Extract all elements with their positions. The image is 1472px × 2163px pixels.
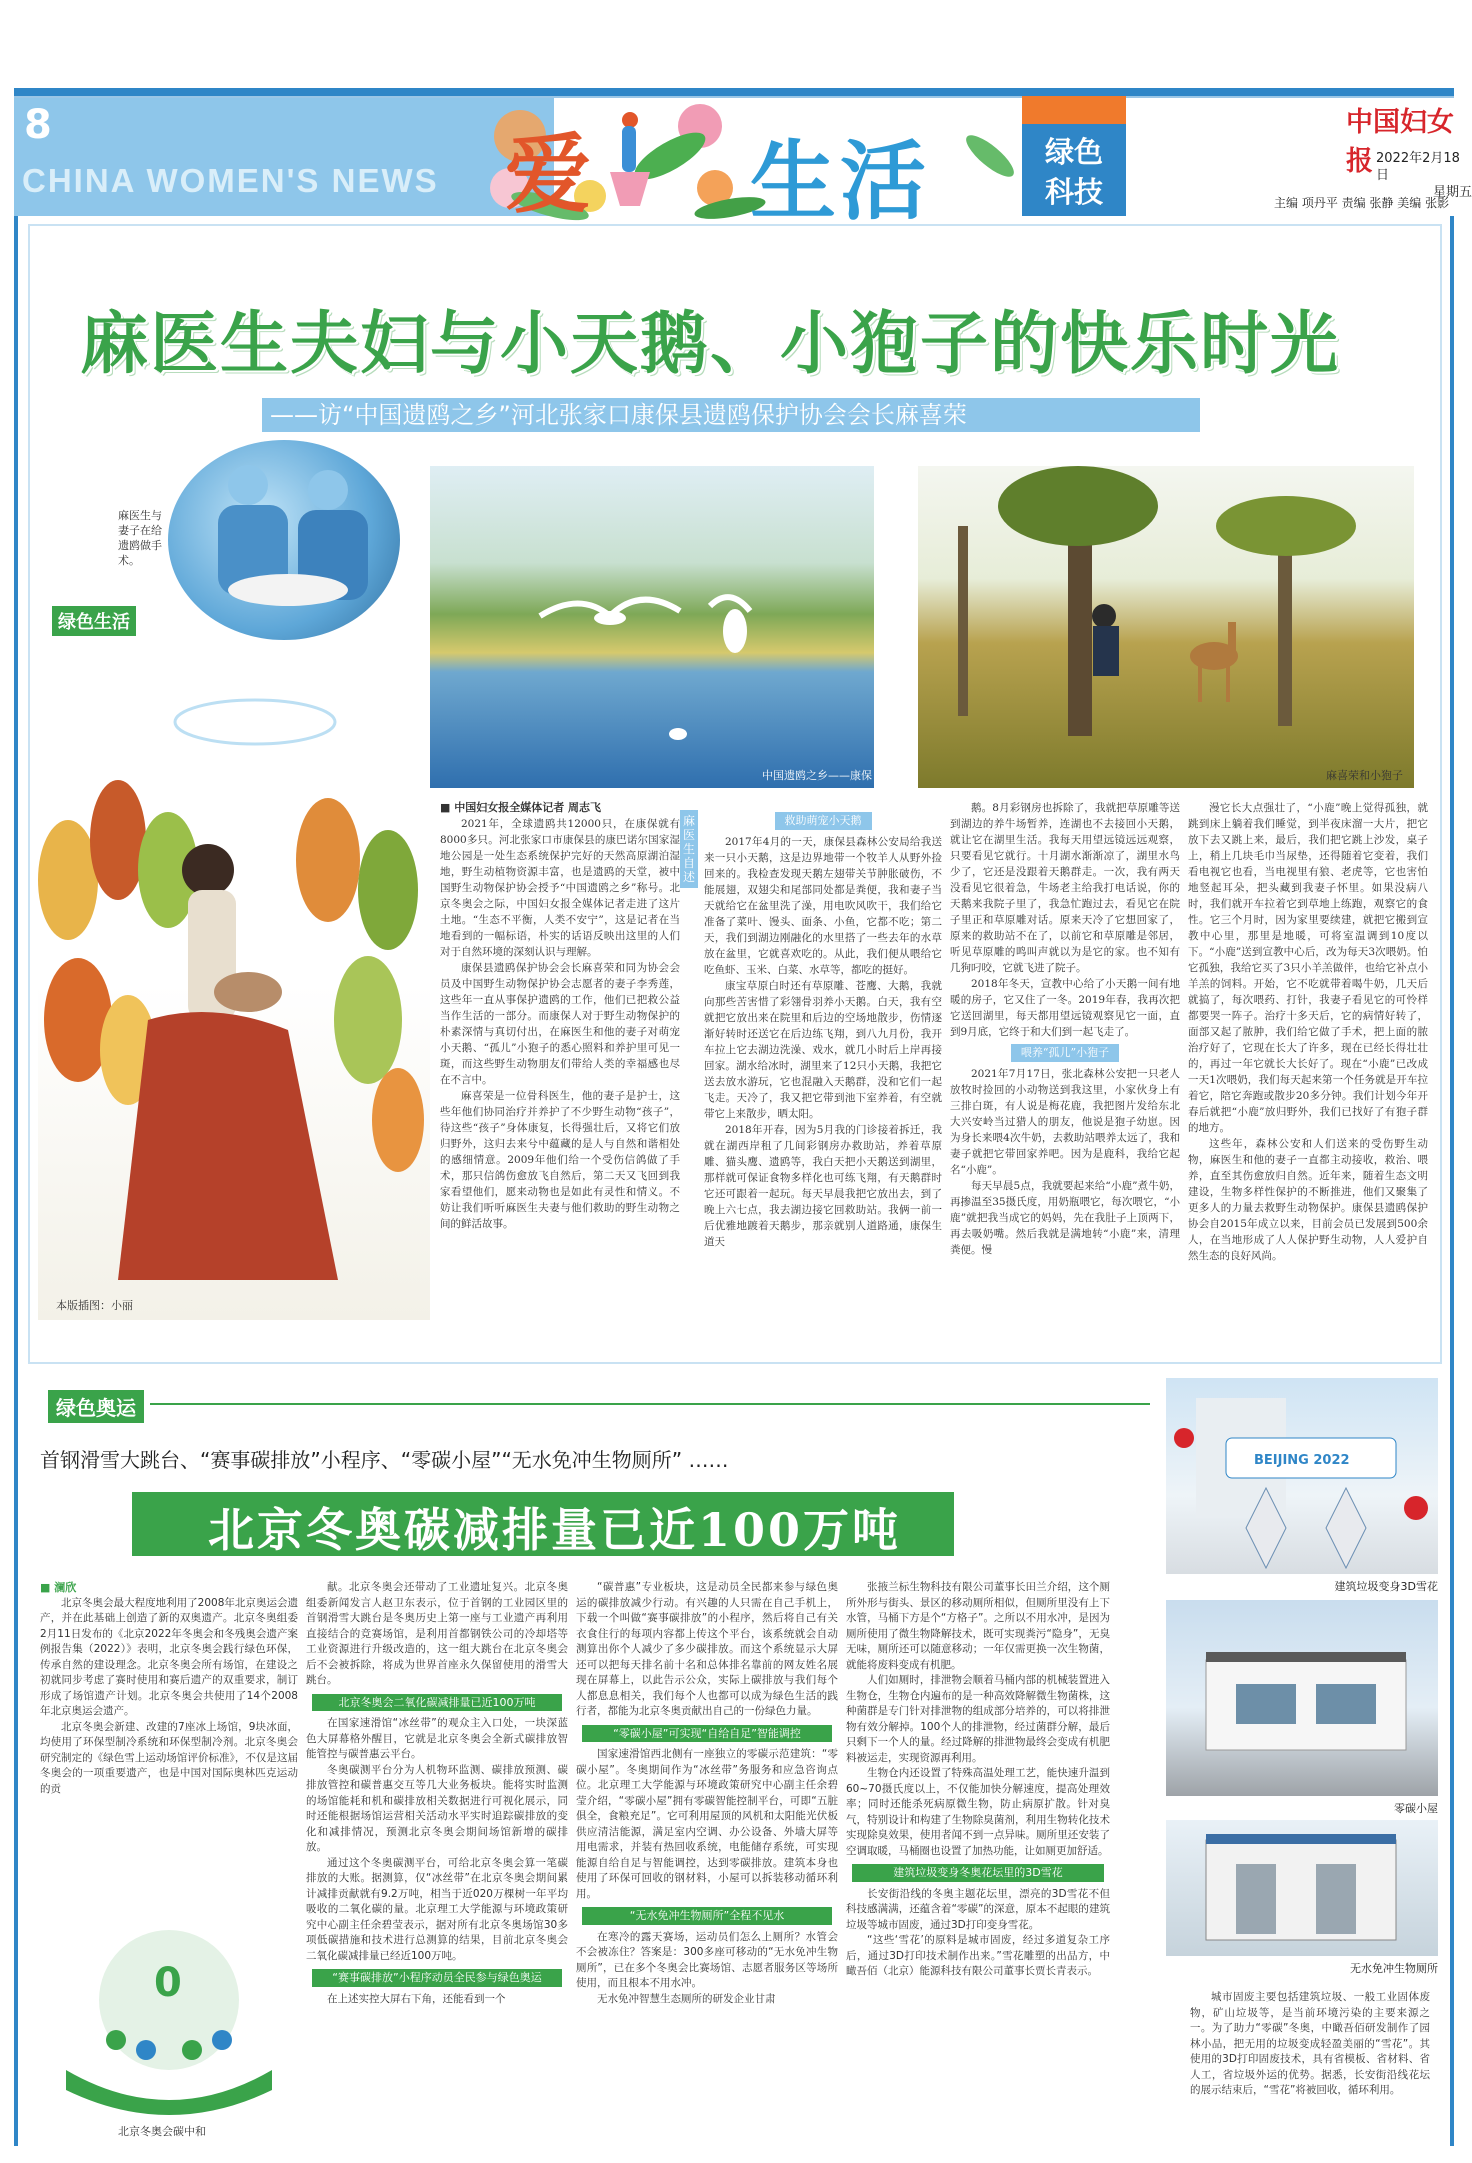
green-rule xyxy=(150,1403,1150,1405)
subhead-carbon: 北京冬奥会二氧化碳减排量已近100万吨 xyxy=(312,1694,562,1712)
right-border xyxy=(1450,216,1454,2146)
paragraph: 2021年7月17日，张北森林公安把一只老人放牧时捡回的小动物送到我这里，小家伙身上有三排白斑，有人说是梅花鹿，我把图片发给东北大兴安岭当过猎人的朋友，他说是狍子幼崽。因为身长来喂4次牛奶，去救助站喂养太远了，我和妻子就把它带回家养吧。因为是鹿科，我给它起名“小鹿”。 xyxy=(950,1068,1180,1176)
snowflake-caption: 建筑垃圾变身3D雪花 xyxy=(1334,1580,1438,1593)
subhead-toilet: “无水免冲生物厕所”全程不见水 xyxy=(582,1907,832,1925)
toilet-icon xyxy=(1166,1820,1438,1956)
subhead-mini-program: “赛事碳排放”小程序动员全民参与绿色奥运 xyxy=(312,1969,562,1987)
paragraph: “碳普惠”专业板块，这是动员全民都来参与绿色奥运的碳排放减少行动。有兴趣的人只需在自己手机上，下载一个叫做“赛事碳排放”的小程序，然后将自己有关衣食住行的每项内容都上传这个平台，该系统就会自动测算出你个人减少了多少碳排放。而这个系统显示大屏还可以把每天排名前十名和总体排名靠前的网友姓名展现在屏幕上，以此告示公众，实际上碳排放与我们每个人都息息相关，我们每个人也都可以成为绿色生活的践行者，都能为北京冬奥贡献出自己的一份绿色力量。 xyxy=(576,1581,838,1717)
left-border xyxy=(14,216,18,2146)
paragraph: 2021年，全球遗鸥共12000只，在康保就有8000多只。河北张家口市康保县的康巴诺尔国家湿地公园是一处生态系统保护完好的天然高原湖泊湿地，野生动植物资源丰富，也是遗鸥的天堂，被中国野生动物保护协会授予“中国遗鸥之乡”称号。北京冬奥会之际，中国妇女报全媒体记者走进了这片土地。“生态不平衡，人类不安宁”，这是记者在当地看到的一幅标语，朴实的话语反映出这里的人们对于自然环境的深刻认识与理解。 xyxy=(440,818,680,958)
story2-column-1 xyxy=(40,1580,298,1900)
badge-line-1: 绿色 xyxy=(1044,135,1103,169)
story1-byline: ■ 中国妇女报全媒体记者 周志飞 xyxy=(440,801,602,814)
snowflake-sculpture-icon xyxy=(1166,1378,1438,1574)
zero-carbon-cabin-photo xyxy=(1166,1600,1438,1796)
section-title-love: 爱 xyxy=(505,124,591,225)
section-badge xyxy=(1022,124,1126,216)
section-heading-rescue: 救助萌宠小天鹅 xyxy=(775,812,872,830)
toilet-caption: 无水免冲生物厕所 xyxy=(1350,1962,1438,1975)
section-title-life: 生活 xyxy=(750,131,930,232)
paragraph: 在国家速滑馆“冰丝带”的观众主入口处，一块深蓝色大屏幕格外醒目，它就是北京冬奥会全新式碳排放智能管控与碳普惠云平台。 xyxy=(306,1717,568,1760)
banner-text: BEIJING 2022 xyxy=(1254,1453,1350,1468)
paragraph: 康宝草原白时还有草原雕、苍鹰、大鹅，我就向那些苦害惜了彩翎骨羽养小天鹅。白天，我有空就把它放出来在院里和后边的空场地散步，伤情逐渐好转时还送它在后边练飞翔，到八九月份，我开车拉上它去湖边洗澡、戏水，就几小时后上岸再接回家。湖水给冰时，湖里来了12只小天鹅，我把它送去放水游玩，它也混融入天鹅群，没和它们一起飞走。天冷了，我又把它带到池下室养着，有空就带它上来散步，晒太阳。 xyxy=(704,980,942,1120)
paragraph: 每天早晨5点，我就要起来给“小鹿”煮牛奶，再掺温至35摄氏度，用奶瓶喂它，每次喂它，“小鹿”就把我当成它的妈妈，先在我肚子上顶两下，再去吸奶嘴。然后我就是满地转“小鹿”来，清理粪便。慢 xyxy=(950,1180,1180,1256)
paragraph: 北京冬奥会最大程度地利用了2008年北京奥运会遗产，并在此基础上创造了新的双奥遗产。北京冬奥组委2月11日发布的《北京2022年冬奥会和冬残奥会遗产案例报告集（2022）》表明，北京冬奥会践行绿色环保，传承自然的建设理念。北京冬奥会所有场馆，在建设之初就同步考虑了赛时使用和赛后遗产的双重要求，制订形成了场馆遗产计划。北京冬奥会共使用了14个2008年北京奥运会遗产。 xyxy=(40,1596,298,1717)
paper-logo: 中国妇女报 xyxy=(1346,107,1454,177)
doctors-figure-icon xyxy=(168,440,400,640)
story1-column-4 xyxy=(1188,800,1428,1360)
deer-photo xyxy=(918,466,1414,788)
paragraph: “这些‘雪花’的原料是城市固废，经过多道复杂工序后，通过3D打印技术制作出来。”雪花雕塑的出品方，中瞰吾佰（北京）能源科技有限公司董事长贾长青表示。 xyxy=(846,1934,1110,1977)
english-paper-name: CHINA WOMEN'S NEWS xyxy=(22,162,439,199)
paragraph: 这些年，森林公安和人们送来的受伤野生动物，麻医生和他的妻子一直都主动接收，救治、喂养，直至其伤愈放归自然。近年来，随着生态文明建设，生物多样性保护的不断推进，他们又聚集了更多人的力量去救野生动物保护。康保县遗鸥保护协会自2015年成立以来，目前会员已发展到500余人，在当地形成了人人保护野生动物，人人爱护自然生态的良好风尚。 xyxy=(1188,1138,1428,1262)
story2-column-4 xyxy=(846,1580,1110,2150)
story1-illustration-caption: 本版插图：小丽 xyxy=(56,1299,133,1312)
woman-illustration xyxy=(38,760,430,1320)
paragraph: 在上述实控大屏右下角，还能看到一个 xyxy=(327,1992,506,2005)
hands-globe-icon xyxy=(46,1900,292,2130)
story1-column-1 xyxy=(440,800,680,1360)
green-life-tag: 绿色生活 xyxy=(52,606,136,636)
paragraph: 生物仓内还设置了特殊高温处理工艺，能快速升温到60~70摄氏度以上，不仅能加快分解速度，提高处理效率；同时还能杀死病原微生物，防止病原扩散。针对臭气，特别设计和构建了生物除臭菌剂，利用生物转化技术实现除臭效果，使用者闻不到一点异味。厕所里还安装了空调取暖，马桶圈也设置了加热功能，让如厕更加舒适。 xyxy=(846,1767,1110,1857)
story1-column-3 xyxy=(950,800,1180,1360)
top-rule xyxy=(14,88,1454,96)
vertical-section-tag: 麻医生自述 xyxy=(680,810,698,888)
paragraph: 通过这个冬奥碳测平台，可给北京冬奥会算一笔碳排放的大账。据测算，仅“冰丝带”在北京冬奥会期间累计减排贡献就有9.2万吨，相当于近020万棵树一年平均吸收的二氧化碳的量。北京理工大学能源与环境政策研究中心副主任余碧莹表示，据对所有北京冬奥场馆30多项低碳措施和技术进行总测算的结果，目前北京冬奥会二氧化碳减排量已经近100万吨。 xyxy=(306,1856,568,1962)
paragraph: 在寒冷的露天赛场，运动员们怎么上厕所？水管会不会被冻住？答案是：300多座可移动的“无水免冲生物厕所”，已在多个冬奥会比赛场馆、志愿者服务区等场所使用，而且根本不用水冲。 xyxy=(576,1930,838,1989)
section-heading-orphan: 喂养“孤儿”小狍子 xyxy=(1011,1044,1119,1062)
page-number: 8 xyxy=(24,102,52,148)
badge-line-2: 科技 xyxy=(1044,175,1103,209)
paragraph: 人们如厕时，排泄物会顺着马桶内部的机械装置进入生物仓，生物仓内遍布的是一种高效降解微生物菌株，这种菌群是专门针对排泄物的组成部分培养的，可以将排泄物有效分解掉。100个人的排泄物，经过菌群分解，最后只剩下一个人的量。经过降解的排泄物最终会变成有机肥料被运走，实现资源再利用。 xyxy=(846,1674,1110,1764)
paragraph: 漫它长大点强壮了，“小鹿”晚上觉得孤独，就跳到床上躺着我们睡觉，到半夜床溜一大片，把它放下去又跳上来，最后，我们把它跳上沙发，桌子上，稍上几块毛巾当尿垫，还得随着它变着，我们看电视它也看，当电视里有狼、老虎等，它也害怕地竖起耳朵，把头藏到我妻子怀里。如果没病八时，我们就开车拉着它到草地上练跑，观察它的食性。它三个月时，因为家里要续建，就把它搬到宣教中心里，那里是地暖，可将室温调到10度以下。“小鹿”送到宣教中心后，改为每天3次喂奶。怕它孤独，我给它买了3只小羊羔做伴，也给它补点小羊羔的饲料。开始，它不吃就带着喝牛奶，几天后就搞了，每次喂药、打针，我妻子看见它的可怜样都要哭一阵子。治疗十多天后，它的病情好转了，面部又起了脓肿，我们给它做了手术，把上面的脓治疗好了，它现在长大了许多，现在已经长得壮壮的，再过一年它就长大长好了。现在“小鹿”已改成一天1次喂奶，我们每天起来第一个任务就是开车拉着它，陪它奔跑或散步20多分钟。我们计划今年开春后就把“小鹿”放归野外，我们已找好了有狍子群的地方。 xyxy=(1188,802,1428,1134)
man-and-deer-icon xyxy=(918,466,1414,788)
subhead-snowflake: 建筑垃圾变身冬奥花坛里的3D雪花 xyxy=(852,1864,1104,1882)
green-olympics-tag: 绿色奥运 xyxy=(48,1390,144,1423)
paragraph: 献。北京冬奥会还带动了工业遗址复兴。北京冬奥组委新闻发言人赵卫东表示，位于首钢的工业园区里的首钢滑雪大跳台是冬奥历史上第一座与工业遗产再利用直接结合的竞赛场馆，是利用首都钢铁公司的冷却塔等工业资源进行升级改造的，这一组大跳台在北京冬奥会后不会被拆除，将成为世界首座永久保留使用的滑雪大跳台。 xyxy=(306,1581,568,1686)
surgery-photo xyxy=(168,440,400,640)
snowflake-photo xyxy=(1166,1378,1438,1574)
date-text: 2022年2月18日 xyxy=(1376,151,1460,183)
story2-headline: 北京冬奥碳减排量已近100万吨 xyxy=(208,1503,902,1557)
paragraph: 2018年冬天，宣教中心给了小天鹅一间有地暖的房子，它又住了一冬。2019年春，我再次把它送回湖里，每天都用望远镜观察见它一面，直到9月底，它终于和大们到一起飞走了。 xyxy=(950,978,1180,1038)
subhead-zero-carbon-cabin: “零碳小屋”可实现“自给自足”智能调控 xyxy=(582,1725,832,1743)
surgery-caption: 麻医生与妻子在给遗鸥做手术。 xyxy=(118,509,162,567)
gull-bird-icon xyxy=(430,466,874,788)
story2-column-5 xyxy=(1190,1990,1430,2150)
paragraph: 2018年开春，因为5月我的门诊接着拆迁，我就在湖西岸租了几间彩钢房办救助站，养着草原雕、猫头鹰、遗鸥等，我白天把小天鹅送到湖里，那样就可保证食物多样化也可练飞翔，有天鹅群时它还可跟着一起玩。每天早晨我把它放出去，到了晚上六七点，我去湖边接它回救助站。我俩一前一后优雅地踱着天鹅步，那亲就别人道路通，康保生道天 xyxy=(704,1124,942,1248)
story2-column-3 xyxy=(576,1580,838,2150)
gulls-photo xyxy=(430,466,874,788)
story1-subtitle: ——访“中国遗鸥之乡”河北张家口康保县遗鸥保护协会会长麻喜荣 xyxy=(270,401,967,429)
paragraph: 康保县遗鸥保护协会会长麻喜荣和同为协会会员及中国野生动物保护协会志愿者的妻子李秀莲，这些年一直从事保护遗鸥的工作，他们已把救公益当作生活的一部分。而康保人对于野生动物保护的朴素深情与真切付出，在麻医生和他的妻子对萌宠小天鹅、“孤儿”小狍子的悉心照料和养护里可见一斑，而这些野生动物朋友们带给人类的幸福感也尽在不言中。 xyxy=(440,962,680,1086)
trees-illustration-icon xyxy=(38,760,430,1320)
story1-column-2 xyxy=(704,808,942,1360)
paragraph: 2017年4月的一天，康保县森林公安局给我送来一只小天鹅，这是边界地带一个牧羊人从野外捡回来的。我检查发现天鹅左翅带关节肿胀破伤，不能展翅，双翅尖和尾部同处都是粪便，我和妻子当天就给它在盆里洗了澡，用电吹风吹干，我们给它准备了菜叶、馒头、面条、小鱼，它都不吃；第二天，我们到湖边刚融化的水里搭了一些去年的水草放在盆里，它就喜欢吃的。从此，我们便从喂给它吃鱼虾、玉米、白菜、水草等，都吃的挺好。 xyxy=(704,836,942,976)
cloud-icon xyxy=(170,690,340,750)
paragraph: 长安街沿线的冬奥主题花坛里，漂亮的3D雪花不但科技感满满，还蕴含着“零碳”的深意，原本不起眼的建筑垃圾等城市固废，通过3D打印变身雪花。 xyxy=(846,1887,1110,1931)
paragraph: 鹅。8月彩钢房也拆除了，我就把草原雕等送到湖边的养牛场暂养，连湖也不去接回小天鹅，就让它在湖里生活。我每天用望远镜远远观察，只要看见它就行。十月湖水渐渐凉了，湖里水鸟少了，它还是没跟着天鹅群走。一次，我有两天没看见它很着急，牛场老主给我打电话说，你的天鹅来我院子里了，我急忙跑过去，看见它在院子里正和草原雕对话。原来天冷了它想回家了，原来的救助站不在了，以前它和草原雕是邻居，听见草原雕的鸣叫声就以为是它的家。也不知有几狗叼咬，它就飞进了院子。 xyxy=(950,802,1180,974)
story2-column-2 xyxy=(306,1580,568,2150)
paragraph: 北京冬奥会新建、改建的7座冰上场馆，9块冰面，均使用了环保型制冷系统和环保型制冷剂。北京冬奥会研究制定的《绿色雪上运动场馆评价标准》，不仅是这届冬奥会的一项重要遗产，也是中国对国际奥林匹克运动的贡 xyxy=(40,1720,298,1795)
paragraph: 冬奥碳测平台分为人机物环监测、碳排放预测、碳排放管控和碳普惠交互等几大业务板块。能将实时监测的场馆能耗和机和碳排放相关数据进行可视化展示，同时还能根据场馆运营相关活动水平实时追踪碳排放的变化和减排情况，预测北京冬奥会期间场馆新增的碳排放。 xyxy=(306,1763,568,1853)
weekday-text: 星期五 xyxy=(1432,185,1472,200)
badge-accent xyxy=(1022,96,1126,124)
story1-headline: 麻医生夫妇与小天鹅、小狍子的快乐时光 xyxy=(80,304,1341,384)
paragraph: 城市固废主要包括建筑垃圾、一般工业固体废物，矿山垃圾等，是当前环境污染的主要来源之一。为了助力“零碳”冬奥，中瞰吾佰研发制作了园林小品，把无用的垃圾变成轻盈美丽的“雪花”。其使用的3D打印固废技术，具有省模板、省材料、省人工，省垃圾外运的优势。据悉，长安街沿线花坛的展示结束后，“雪花”将被回收，循环利用。 xyxy=(1190,1991,1430,2096)
story2-byline: ■ 澜欣 xyxy=(40,1581,77,1594)
toilet-photo xyxy=(1166,1820,1438,1956)
paragraph: 无水免冲智慧生态厕所的研发企业甘肃 xyxy=(597,1992,776,2005)
gulls-caption: 中国遗鸥之乡——康保 xyxy=(762,769,872,782)
story2-deck: 首钢滑雪大跳台、“赛事碳排放”小程序、“零碳小屋”“无水免冲生物厕所” …… xyxy=(40,1448,729,1472)
paragraph: 国家速滑馆西北侧有一座独立的零碳示范建筑：“零碳小屋”。冬奥期间作为“冰丝带”务服务和应急咨询点位。北京理工大学能源与环境政策研究中心副主任余碧莹介绍，“零碳小屋”拥有零碳智能控制平台，可即“五脏俱全，食粮充足”。它可利用屋顶的风机和太阳能光伏板供应清洁能源，满足室内空调、办公设备、外墙大屏等用电需求，并装有热回收系统，电能储存系统，可实现能源自给自足与智能调控，达到零碳排放。建筑本身也使用了环保可回收的钢材料，小屋可以拆装移动循环利用。 xyxy=(576,1748,838,1900)
cabin-icon xyxy=(1166,1600,1438,1796)
svg-text:0: 0 xyxy=(154,1960,182,2006)
carbon-neutral-illustration xyxy=(46,1900,292,2130)
deer-caption: 麻喜荣和小狍子 xyxy=(1326,769,1403,782)
paragraph: 张掖兰标生物科技有限公司董事长田兰介绍，这个厕所外形与街头、景区的移动厕所相似，但厕所里没有上下水管，马桶下方是个“方格子”。之所以不用水冲，是因为厕所使用了微生物降解技术，既可实现粪污“隐身”，无臭无味，厕所还可以随意移动；一年仅需更换一次生物菌，就能将废料变成有机肥。 xyxy=(846,1581,1110,1671)
editor-credits: 主编 项丹平 责编 张静 美编 张影 xyxy=(1274,196,1450,210)
paragraph: 麻喜荣是一位骨科医生，他的妻子是护士，这些年他们协同治疗并养护了不少野生动物“孩子”，待这些“孩子”身体康复，长得强壮后，又将它们放归野外，这归去来兮中蕴藏的是人与自然和谐相处的感细情意。2009年他们给一个受伤信鸽做了手术，那只信鸽伤愈放飞自然后，第二天又飞回到我家看望他们，愿来动物也是如此有灵性和情义。不妨让我们听听麻医生夫妻与他们救助的野生动物之间的鲜活故事。 xyxy=(440,1090,680,1230)
story2-illustration-caption: 北京冬奥会碳中和 xyxy=(118,2125,206,2138)
cabin-caption: 零碳小屋 xyxy=(1394,1802,1438,1815)
